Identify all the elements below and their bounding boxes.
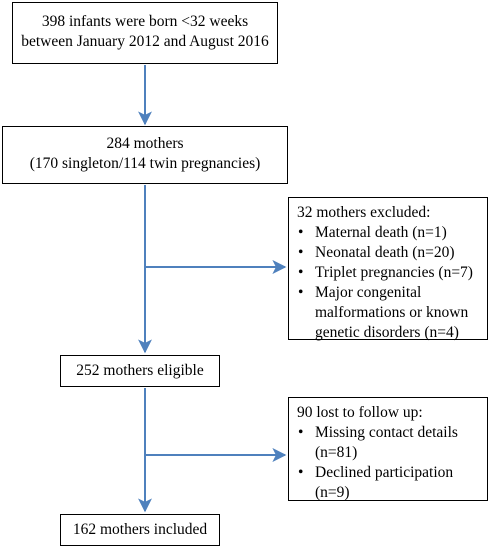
excluded-box	[288, 197, 488, 340]
list-item: • Declined participation (n=9)	[298, 464, 454, 501]
excluded-heading: 32 mothers excluded:	[297, 204, 431, 221]
bullet-icon: •	[298, 464, 304, 481]
list-item: • Triplet pregnancies (n=7)	[298, 264, 473, 281]
lost-list	[297, 423, 479, 503]
list-item: • Maternal death (n=1)	[298, 224, 447, 241]
eligible-label: 252 mothers eligible	[76, 362, 204, 379]
included-box	[60, 514, 220, 546]
included-label: 162 mothers included	[72, 521, 208, 538]
list-item: • Neonatal death (n=20)	[298, 244, 455, 261]
bullet-icon: •	[298, 424, 304, 441]
mothers-box	[2, 126, 288, 184]
mothers-line2: (170 singleton/114 twin pregnancies)	[29, 155, 261, 172]
born-line1: 398 infants were born <32 weeks	[41, 13, 249, 30]
lost-heading: 90 lost to follow up:	[297, 404, 423, 421]
mothers-line1: 284 mothers	[106, 135, 184, 152]
list-item: • Missing contact details (n=81)	[298, 424, 458, 461]
eligible-box	[60, 355, 220, 387]
bullet-icon: •	[298, 264, 304, 281]
list-item: • Major congenital malformations or known genetic disorders (n=4)	[298, 284, 469, 341]
born-line2: between January 2012 and August 2016	[21, 33, 269, 50]
bullet-icon: •	[298, 224, 304, 241]
bullet-icon: •	[298, 284, 304, 301]
excluded-list	[297, 223, 479, 343]
born-box	[12, 2, 278, 64]
lost-box	[288, 397, 488, 501]
bullet-icon: •	[298, 244, 304, 261]
